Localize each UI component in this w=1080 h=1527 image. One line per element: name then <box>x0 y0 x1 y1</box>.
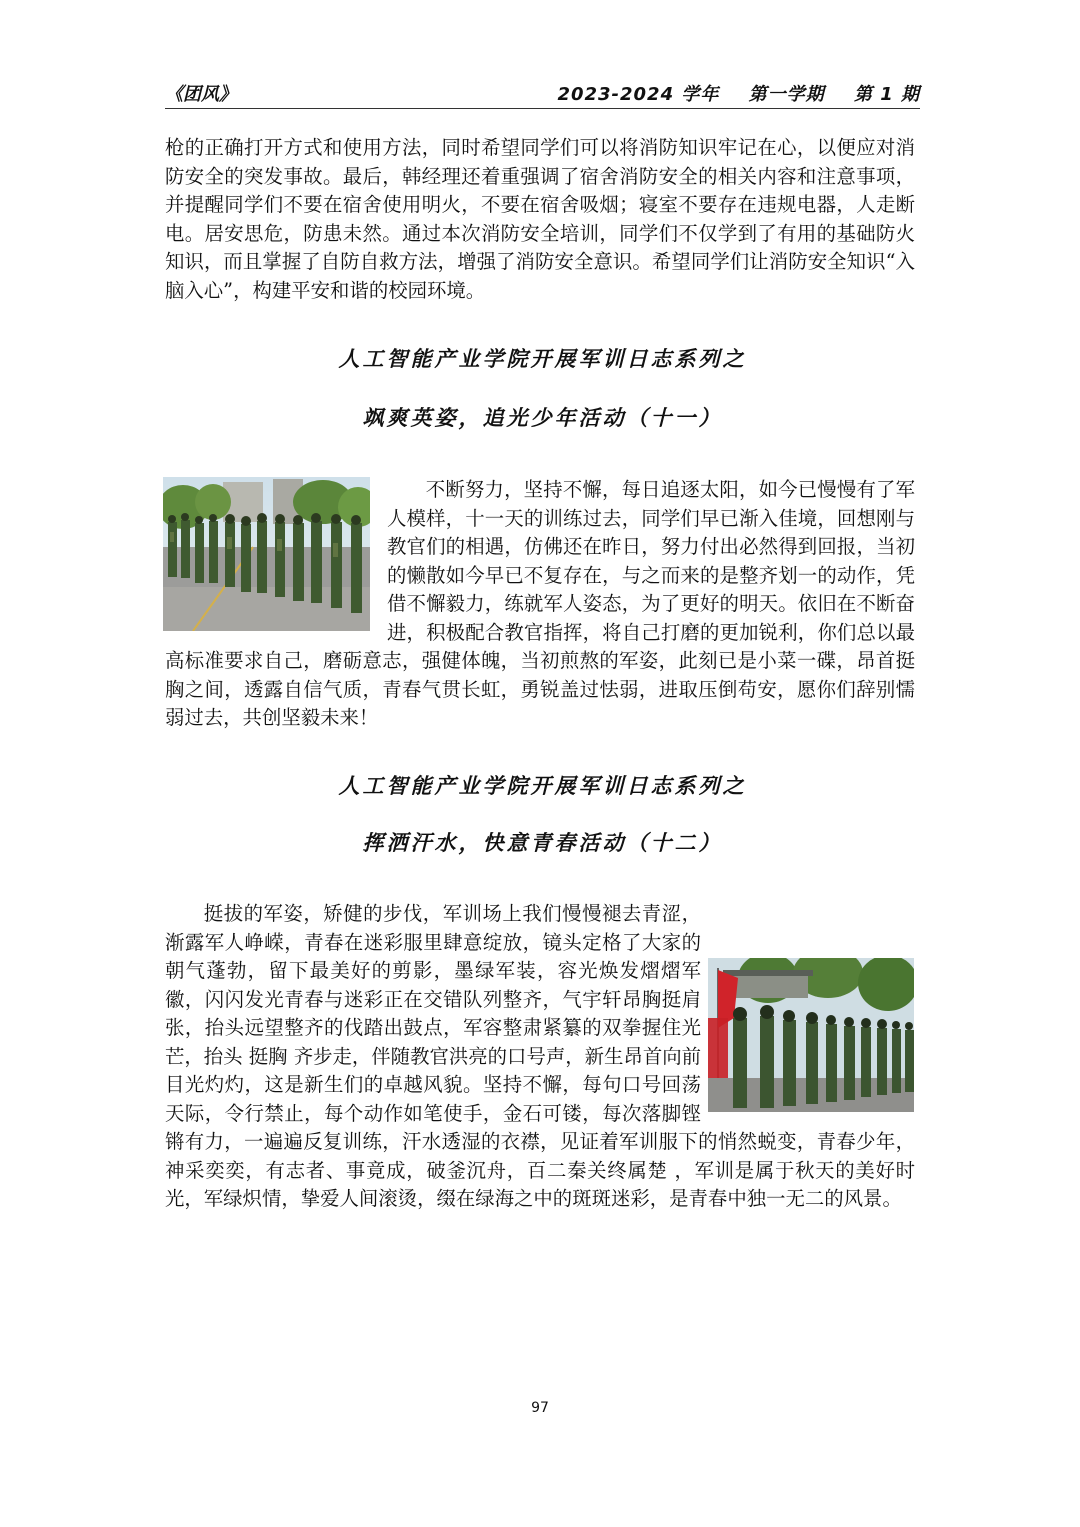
term: 第一学期 <box>748 84 825 105</box>
photo-1-spacer <box>165 476 387 644</box>
article-12-title-line1: 人工智能产业学院开展军训日志系列之 <box>338 774 747 798</box>
article-11-body <box>165 476 915 733</box>
article-11-title-line2: 飒爽英姿，追光少年活动（十一） <box>362 406 723 430</box>
article-12-body <box>165 900 915 1214</box>
publication-title: 《团风》 <box>165 84 237 105</box>
previous-article-paragraph: 枪的正确打开方式和使用方法，同时希望同学们可以将消防知识牢记在心，以便应对消防安全的突发事故。最后，韩经理还着重强调了宿舍消防安全的相关内容和注意事项，并提醒同学们不要在宿舍使用明火，不要在宿舍吸烟；寝室不要存在违规电器，人走断电。居安思危，防患未然。通过本次消防安全培训，同学们不仅学到了有用的基础防火知识，而且掌握了自防自救方法，增强了消防安全意识。希望同学们让消防安全知识“入脑入心”，构建平安和谐的校园环境。 <box>165 136 915 302</box>
article-12-paragraph: 挺拔的军姿，矫健的步伐，军训场上我们慢慢褪去青涩，渐露军人峥嵘，青春在迷彩服里肆意绽放，镜头定格了大家的朝气蓬勃，留下最美好的剪影，墨绿军装，容光焕发熠熠军徽，闪闪发光青春与迷彩正在交错队列整齐，气宇轩昂胸挺肩张，抬头远望整齐的伐踏出鼓点，军容整肃紧纂的双拳握住光芒，抬头 挺胸 齐步走，伴随教官洪亮的口号声，新生昂首向前 目光灼灼，这是新生们的卓越风貌。坚持不懈，每句口号回荡天际，令行禁止，每个动作如笔使手，金石可镂，每次落脚铿锵有力，一遍遍反复训练，汗水透湿的衣襟，见证着军训服下的悄然蜕变，青春少年，神采奕奕，有志者、事竟成，破釜沉舟，百二秦关终属楚 ，军训是属于秋天的美好时光，军绿炽情，挚爱人间滚烫，缀在绿海之中的斑斑迷彩，是青春中独一无二的风景。 <box>165 902 915 1210</box>
issue-number: 第 1 期 <box>853 84 920 105</box>
article-11-paragraph: 不断努力，坚持不懈，每日追逐太阳，如今已慢慢有了军人模样，十一天的训练过去，同学们早已渐入佳境，回想刚与教官们的相遇，仿佛还在昨日，努力付出必然得到回报，当初的懒散如今早已不复存在，与之而来的是整齐划一的动作，凭借不懈毅力，练就军人姿态，为了更好的明天。依旧在不断奋进，积极配合教官指挥，将自己打磨的更加锐利，你们总以最高标准要求自己，磨砺意志，强健体魄，当初煎熬的军姿，此刻已是小菜一碟，昂首挺胸之间，透露自信气质，青春气贯长虹，勇锐盖过怯弱，进取压倒苟安，愿你们辞别懦弱过去，共创坚毅未来！ <box>165 478 915 729</box>
photo-2-spacer <box>701 957 915 1114</box>
page-number: 97 <box>531 1400 549 1416</box>
article-12-title-line2: 挥洒汗水，快意青春活动（十二） <box>362 831 723 855</box>
issue-info <box>535 80 920 106</box>
academic-year: 2023-2024 学年 <box>557 84 720 105</box>
page-header <box>165 78 920 109</box>
article-11-title-line1: 人工智能产业学院开展军训日志系列之 <box>338 347 747 371</box>
